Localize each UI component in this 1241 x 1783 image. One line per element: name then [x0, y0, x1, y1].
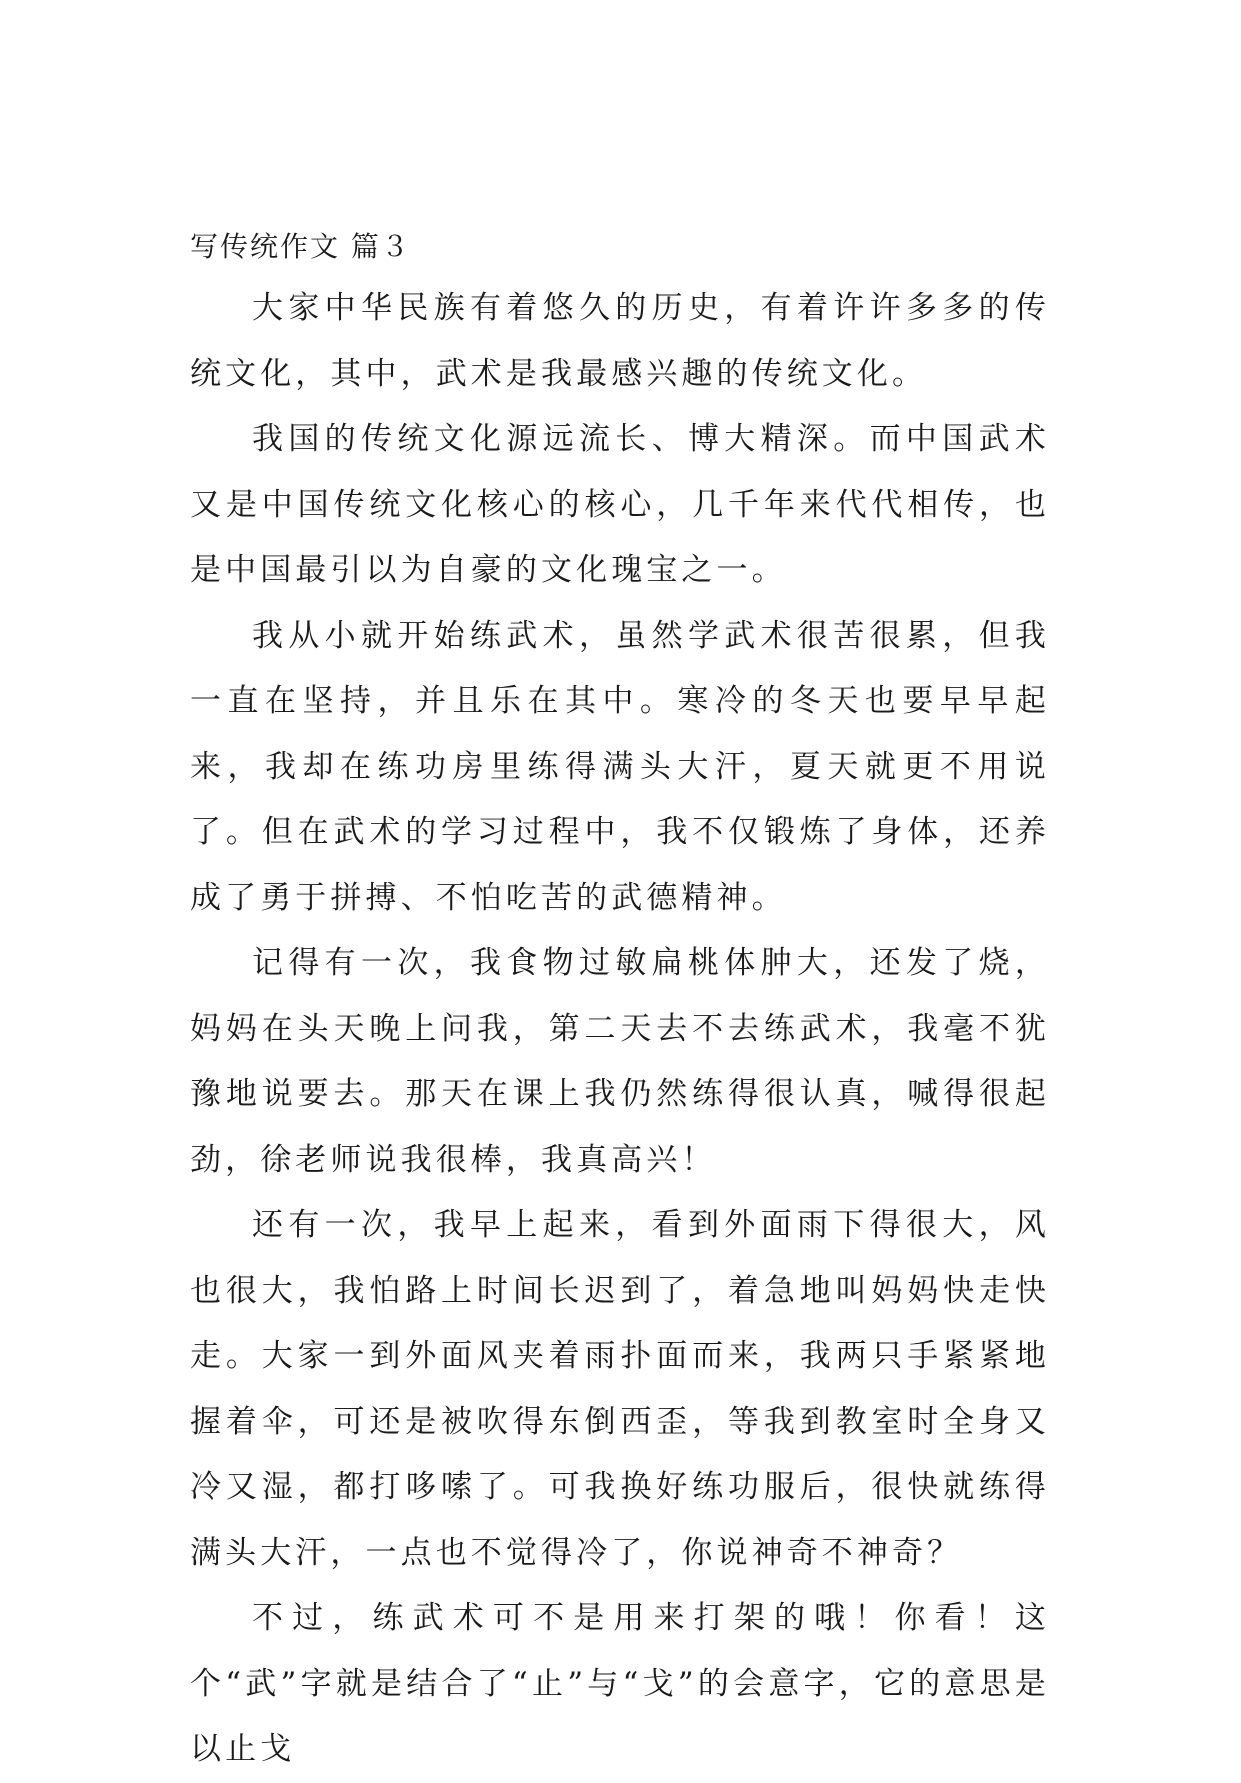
paragraph-4: 记得有一次，我食物过敏扁桃体肿大，还发了烧，妈妈在头天晚上问我，第二天去不去练武术，我毫不犹豫地说要去。那天在课上我仍然练得很认真，喊得很起劲，徐老师说我很棒，我真高兴！ [190, 945, 1050, 1178]
document-title: 写传统作文 篇３ [190, 230, 411, 263]
paragraph-5: 还有一次，我早上起来，看到外面雨下得很大，风也很大，我怕路上时间长迟到了，着急地叫妈妈快走快走。大家一到外面风夹着雨扑面而来，我两只手紧紧地握着伞，可还是被吹得东倒西歪，等我到教室时全身又冷又湿，都打哆嗦了。可我换好练功服后，很快就练得满头大汗，一点也不觉得冷了，你说神奇不神奇？ [190, 1207, 1050, 1571]
paragraph-6: 不过，练武术可不是用来打架的哦！你看！这个“武”字就是结合了“止”与“戈”的会意字，它的意思是以止戈 [190, 1600, 1050, 1767]
paragraph-3: 我从小就开始练武术，虽然学武术很苦很累，但我一直在坚持，并且乐在其中。寒冷的冬天也要早早起来，我却在练功房里练得满头大汗，夏天就更不用说了。但在武术的学习过程中，我不仅锻炼了身体，还养成了勇于拼搏、不怕吃苦的武德精神。 [190, 617, 1050, 916]
document-body [190, 218, 1050, 1783]
paragraph-2: 我国的传统文化源远流长、博大精深。而中国武术又是中国传统文化核心的核心，几千年来代代相传，也是中国最引以为自豪的文化瑰宝之一。 [190, 421, 1050, 588]
paragraph-1: 大家中华民族有着悠久的历史，有着许许多多的传统文化，其中，武术是我最感兴趣的传统文化。 [190, 290, 1050, 392]
